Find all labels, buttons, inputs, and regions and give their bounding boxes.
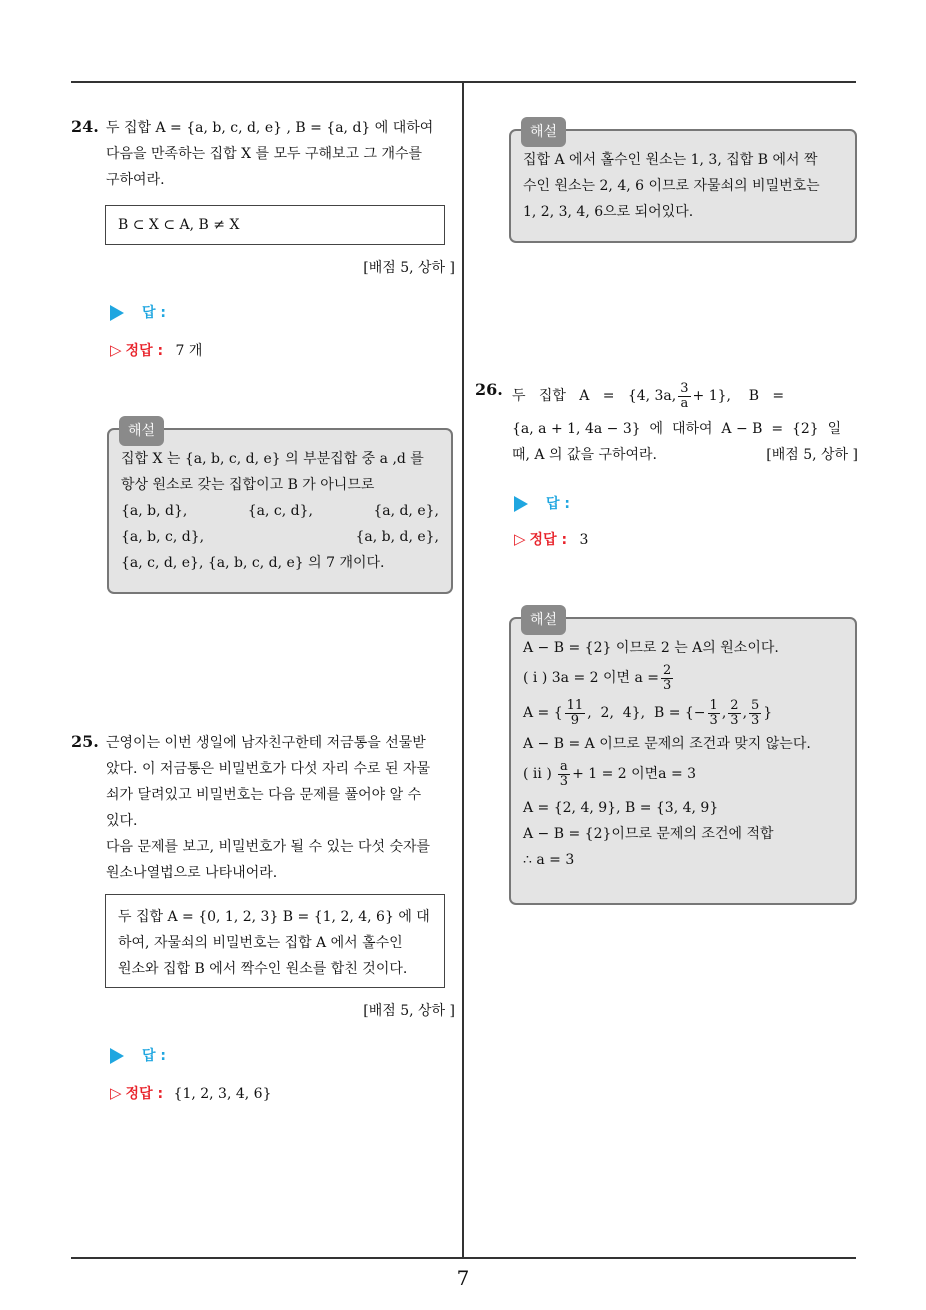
- frac-numerator: a: [560, 758, 568, 774]
- q24-final-answer: [110, 340, 202, 360]
- q26-sol-text: ( i ) 3a = 2 이면 a =: [523, 670, 660, 686]
- q25-line: 근영이는 이번 생일에 남자친구한테 저금통을 선물받: [106, 735, 426, 751]
- q26-sol-line: [523, 661, 843, 695]
- q26-final-value: 3: [579, 532, 589, 548]
- q26-score: [배점 5, 상하 ]: [766, 447, 858, 463]
- q24-line: 구하여라.: [106, 172, 165, 188]
- q24-solution-tag: 해설: [119, 416, 164, 446]
- q25-cond-line: 하여, 자물쇠의 비밀번호는 집합 A 에서 홀수인: [118, 935, 403, 951]
- q26-line1-b: + 1}, B =: [692, 388, 785, 404]
- q26-sol-text: ( ii ): [523, 766, 552, 782]
- q24-final-value: 7 개: [175, 343, 203, 359]
- q24-number: 24.: [71, 117, 99, 136]
- q24-final-label: 정답 :: [125, 343, 164, 359]
- frac-denominator: a: [680, 395, 689, 411]
- frac-denominator: 3: [751, 712, 760, 728]
- play-triangle-icon: [514, 496, 528, 512]
- q24-sol-row: [121, 524, 439, 550]
- q25-condition-box: [105, 894, 445, 988]
- q24-line: 두 집합 A = {a, b, c, d, e} , B = {a, d} 에 대하여: [106, 120, 434, 136]
- q26-sol-line: ∴ a = 3: [523, 852, 575, 868]
- frac-numerator: 2: [730, 697, 739, 713]
- q24-sol-set: {a, b, c, d},: [121, 529, 205, 545]
- q26-final-answer: [514, 529, 588, 549]
- q26-sol-text: ,: [721, 705, 727, 721]
- q26-line2: {a, a + 1, 4a − 3} 에 대하여 A − B = {2} 일: [512, 421, 842, 437]
- play-triangle-icon: [110, 1048, 124, 1064]
- q26-sol-line: A − B = A 이므로 문제의 조건과 맞지 않는다.: [523, 736, 811, 752]
- frac-denominator: 3: [730, 712, 739, 728]
- q24-sol-set: {a, b, d, e},: [355, 529, 439, 545]
- q25-solution-tag: 해설: [521, 117, 566, 147]
- q26-sol-line: [523, 695, 843, 731]
- q26-number: 26.: [475, 380, 503, 399]
- outline-triangle-icon: ▷: [110, 1084, 122, 1102]
- q26-sol-text: A = {: [523, 705, 563, 721]
- outline-triangle-icon: ▷: [110, 341, 122, 359]
- q26-line3: 때, A 의 값을 구하여라.: [512, 447, 658, 463]
- page-number: 7: [456, 1266, 470, 1290]
- q26-sol-line: A − B = {2}이므로 문제의 조건에 적합: [523, 826, 774, 842]
- q24-sol-line: {a, c, d, e}, {a, b, c, d, e} 의 7 개이다.: [121, 555, 385, 571]
- q26-line3-row: [512, 442, 858, 468]
- frac-denominator: 9: [570, 712, 580, 728]
- q24-score: [배점 5, 상하 ]: [363, 260, 455, 276]
- q25-line: 있다.: [106, 813, 138, 829]
- frac-numerator: 3: [680, 380, 689, 396]
- q26-sol-text: + 1 = 2 이면a = 3: [572, 766, 697, 782]
- q25-answer-label: [110, 1045, 166, 1065]
- q24-sol-set: {a, d, e},: [373, 503, 439, 519]
- q25-final-label: 정답 :: [125, 1086, 164, 1102]
- q25-line: 원소나열법으로 나타내어라.: [106, 865, 278, 881]
- frac-denominator: 3: [709, 712, 718, 728]
- q26-sol-text: }: [763, 705, 773, 721]
- q26-sol-fraction: [749, 699, 761, 728]
- q25-number: 25.: [71, 732, 99, 751]
- q25-line: 다음 문제를 보고, 비밀번호가 될 수 있는 다섯 숫자를: [106, 839, 431, 855]
- q26-solution-box: [509, 612, 857, 905]
- q25-score: [배점 5, 상하 ]: [363, 1003, 455, 1019]
- q26-text: [512, 378, 858, 468]
- q24-sol-line: 항상 원소로 갖는 집합이고 B 가 아니므로: [121, 477, 375, 493]
- q25-final-value: {1, 2, 3, 4, 6}: [173, 1086, 272, 1102]
- q26-sol-fraction: [728, 699, 740, 728]
- q25-solution-box: [509, 124, 857, 243]
- q26-sol-fraction: [558, 760, 570, 789]
- q26-sol-fraction: [708, 699, 720, 728]
- q24-condition: B ⊂ X ⊂ A, B ≠ X: [118, 217, 240, 233]
- q25-final-answer: [110, 1083, 271, 1103]
- frac-numerator: 1: [709, 697, 718, 713]
- q25-line: 쇠가 달려있고 비밀번호는 다음 문제를 풀어야 알 수: [106, 787, 422, 803]
- frac-denominator: 3: [559, 773, 569, 789]
- q24-solution-box: [107, 423, 453, 594]
- q26-line1-a: 두 집합 A = {4, 3a,: [512, 388, 677, 404]
- q26-line1: [512, 378, 858, 414]
- q26-sol-text: , 2, 4}, B = {−: [587, 705, 706, 721]
- q26-sol-text: ,: [742, 705, 748, 721]
- bottom-rule: [71, 1257, 856, 1259]
- q25-cond-line: 두 집합 A = {0, 1, 2, 3} B = {1, 2, 4, 6} 에 대: [118, 909, 430, 925]
- q26-sol-line: A = {2, 4, 9}, B = {3, 4, 9}: [523, 800, 719, 816]
- q24-condition-box: [105, 205, 445, 245]
- q24-line: 다음을 만족하는 집합 X 를 모두 구해보고 그 개수를: [106, 146, 423, 162]
- frac-numerator: 5: [751, 697, 760, 713]
- q25-line: 았다. 이 저금통은 비밀번호가 다섯 자리 수로 된 자물: [106, 761, 431, 777]
- q24-text: [106, 115, 456, 193]
- q26-sol-fraction: [565, 699, 586, 728]
- q24-answer-text: 답 :: [142, 305, 166, 321]
- q26-solution-tag: 해설: [521, 605, 566, 635]
- q24-sol-set: {a, c, d},: [247, 503, 313, 519]
- frac-numerator: 2: [663, 662, 672, 678]
- frac-denominator: 3: [663, 677, 672, 693]
- q24-sol-set: {a, b, d},: [121, 503, 188, 519]
- q25-sol-line: 1, 2, 3, 4, 6으로 되어있다.: [523, 204, 694, 220]
- q26-answer-label: [514, 493, 570, 513]
- column-divider: [462, 82, 464, 1258]
- play-triangle-icon: [110, 305, 124, 321]
- q26-sol-fraction: [661, 664, 673, 693]
- q24-sol-row: [121, 498, 439, 524]
- q25-sol-line: 수인 원소는 2, 4, 6 이므로 자물쇠의 비밀번호는: [523, 178, 820, 194]
- q26-fraction: [678, 382, 690, 411]
- q25-answer-text: 답 :: [142, 1048, 166, 1064]
- q25-cond-line: 원소와 집합 B 에서 짝수인 원소를 합친 것이다.: [118, 961, 408, 977]
- q26-final-label: 정답 :: [529, 532, 568, 548]
- q25-sol-line: 집합 A 에서 홀수인 원소는 1, 3, 집합 B 에서 짝: [523, 152, 818, 168]
- q26-sol-line: A − B = {2} 이므로 2 는 A의 원소이다.: [523, 640, 779, 656]
- q24-sol-line: 집합 X 는 {a, b, c, d, e} 의 부분집합 중 a ,d 를: [121, 451, 424, 467]
- q24-answer-label: [110, 302, 166, 322]
- outline-triangle-icon: ▷: [514, 530, 526, 548]
- frac-numerator: 11: [566, 697, 584, 713]
- q25-text: [106, 730, 458, 886]
- q26-sol-line: [523, 757, 843, 791]
- q26-answer-text: 답 :: [546, 496, 570, 512]
